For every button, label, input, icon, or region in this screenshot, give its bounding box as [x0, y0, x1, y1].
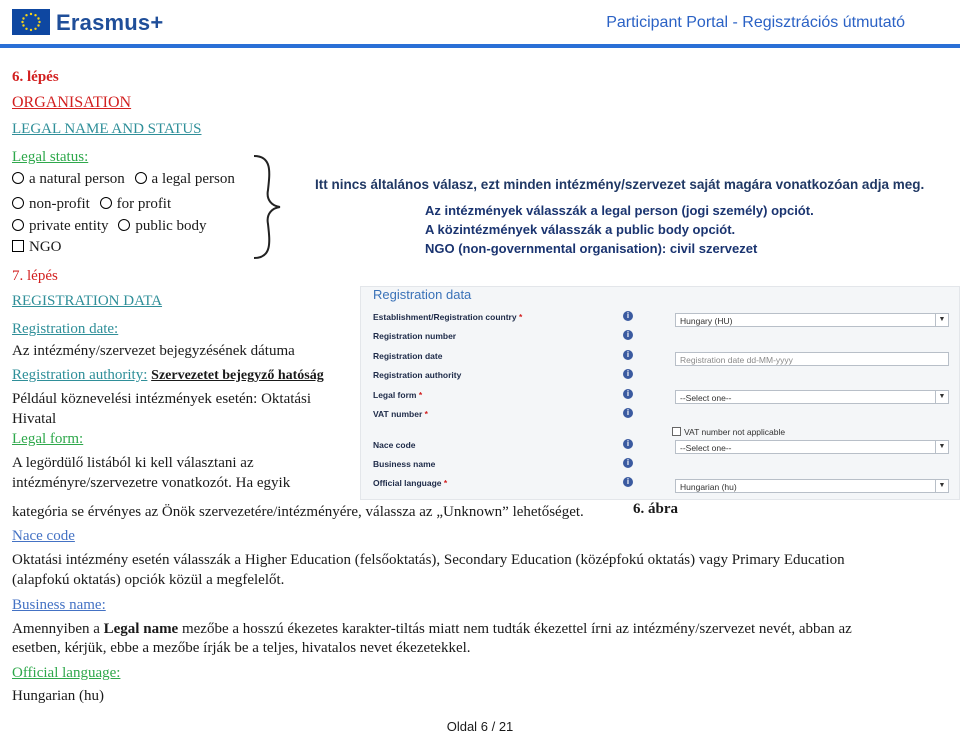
legal-status-row-1 — [12, 170, 235, 189]
registration-data-form — [360, 286, 960, 500]
eu-flag-icon — [12, 9, 50, 35]
form-title: Registration data — [373, 287, 472, 302]
legal-name-status-heading: LEGAL NAME AND STATUS — [12, 121, 202, 137]
vat-not-applicable-checkbox[interactable]: VAT number not applicable — [672, 427, 785, 437]
official-language-label: Official language: — [12, 665, 121, 681]
opt-public-body: public body — [135, 218, 207, 234]
form-label-reg-date: Registration date — [373, 351, 443, 361]
info-icon[interactable]: i — [623, 389, 633, 399]
form-label-reg-authority: Registration authority — [373, 370, 462, 380]
legal-form-select[interactable]: --Select one-- ▼ — [675, 390, 949, 404]
figure-caption: 6. ábra — [633, 501, 678, 517]
form-label-country: Establishment/Registration country * — [373, 312, 523, 322]
chevron-down-icon: ▼ — [935, 314, 948, 326]
nace-code-select[interactable]: --Select one-- ▼ — [675, 440, 949, 454]
info-icon[interactable]: i — [623, 369, 633, 379]
callout-line-3: NGO (non-governmental organisation): civil szervezet — [425, 241, 758, 256]
form-label-nace: Nace code — [373, 440, 416, 450]
step6-label: 6. lépés — [12, 69, 59, 85]
official-language-select[interactable]: Hungarian (hu) ▼ — [675, 479, 949, 493]
info-icon[interactable]: i — [623, 408, 633, 418]
registration-data-heading: REGISTRATION DATA — [12, 293, 163, 309]
official-language-value: Hungarian (hu) — [12, 688, 105, 704]
form-label-legal-form: Legal form * — [373, 390, 423, 400]
nace-line-2: (alapfokú oktatás) opciók közül a megfelelőt. — [12, 572, 285, 588]
info-icon[interactable]: i — [623, 458, 633, 468]
reg-authority-label: Registration authority: — [12, 367, 148, 383]
info-icon[interactable]: i — [623, 439, 633, 449]
info-icon[interactable]: i — [623, 477, 633, 487]
info-icon[interactable]: i — [623, 311, 633, 321]
radio-circle-icon — [12, 172, 24, 184]
header-divider — [0, 44, 960, 48]
chevron-down-icon: ▼ — [935, 441, 948, 453]
callout-line-1: Az intézmények válasszák a legal person (jogi személy) opciót. — [425, 203, 814, 218]
form-label-reg-number: Registration number — [373, 331, 457, 341]
opt-legal-person: a legal person — [151, 171, 235, 187]
nace-line-1: Oktatási intézmény esetén válasszák a Higher Education (felsőoktatás), Secondary Education (középfokú oktatás) vagy Primary Education — [12, 552, 845, 568]
opt-nonprofit: non-profit — [29, 196, 90, 212]
checkbox-icon — [672, 427, 681, 436]
legal-form-line-3: kategória se érvényes az Önök szervezetére/intézményére, válassza az „Unknown” lehetőséget. — [12, 504, 584, 520]
radio-circle-icon — [135, 172, 147, 184]
logo-text: Erasmus+ — [56, 10, 164, 35]
legal-status-label: Legal status: — [12, 149, 89, 165]
opt-private-entity: private entity — [29, 218, 109, 234]
radio-circle-icon — [100, 197, 112, 209]
legal-status-row-2 — [12, 195, 171, 214]
organisation-heading: ORGANISATION — [12, 94, 132, 111]
legal-status-row-3 — [12, 217, 207, 236]
info-icon[interactable]: i — [623, 350, 633, 360]
nace-code-label: Nace code — [12, 528, 75, 544]
header-title: Participant Portal - Regisztrációs útmutató — [606, 14, 905, 31]
legal-status-callout — [315, 175, 935, 258]
callout-main: Itt nincs általános válasz, ezt minden intézmény/szervezet saját magára vonatkozóan adja meg. — [315, 177, 925, 192]
page-number: Oldal 6 / 21 — [446, 719, 514, 734]
legal-form-label: Legal form: — [12, 431, 84, 447]
callout-line-2: A közintézmények válasszák a public body opciót. — [425, 222, 736, 237]
business-line-1: Amennyiben a Legal name mezőbe a hosszú ékezetes karakter-tiltás miatt nem tudták ékezettel írni az intézmény/szervezet nevét, abban az — [12, 621, 852, 637]
reg-authority-row — [12, 366, 324, 385]
reg-date-text: Az intézmény/szervezet bejegyzésének dátuma — [12, 343, 295, 359]
legal-status-row-4 — [12, 238, 62, 257]
reg-authority-text: Szervezetet bejegyző hatóság — [151, 368, 324, 383]
reg-date-label: Registration date: — [12, 321, 119, 337]
reg-date-input[interactable]: Registration date dd-MM-yyyy — [675, 352, 949, 366]
info-icon[interactable]: i — [623, 330, 633, 340]
chevron-down-icon: ▼ — [935, 480, 948, 492]
radio-circle-icon — [12, 219, 24, 231]
radio-circle-icon — [12, 197, 24, 209]
business-line-2: esetben, kérjük, ebbe a mezőbe írják be a teljes, hivatalos nevet ékezetekkel. — [12, 640, 471, 656]
form-label-vat: VAT number * — [373, 409, 428, 419]
country-select[interactable]: Hungary (HU) ▼ — [675, 313, 949, 327]
business-name-label: Business name: — [12, 597, 106, 613]
form-label-official-language: Official language * — [373, 478, 448, 488]
opt-ngo: NGO — [29, 239, 62, 255]
radio-circle-icon — [118, 219, 130, 231]
opt-forprofit: for profit — [116, 196, 172, 212]
form-label-business-name: Business name — [373, 459, 436, 469]
example-line-2: Hivatal — [12, 411, 57, 427]
checkbox-square-icon — [12, 240, 24, 252]
right-brace-icon — [250, 152, 284, 262]
legal-form-line-1: A legördülő listából ki kell választani az — [12, 455, 254, 471]
opt-natural-person: a natural person — [29, 171, 125, 187]
example-line-1: Például köznevelési intézmények esetén: Oktatási — [12, 391, 312, 407]
step7-label: 7. lépés — [12, 268, 58, 284]
legal-form-line-2: intézményre/szervezetre vonatkozót. Ha egyik — [12, 475, 291, 491]
chevron-down-icon: ▼ — [935, 391, 948, 403]
erasmus-logo — [12, 9, 172, 37]
